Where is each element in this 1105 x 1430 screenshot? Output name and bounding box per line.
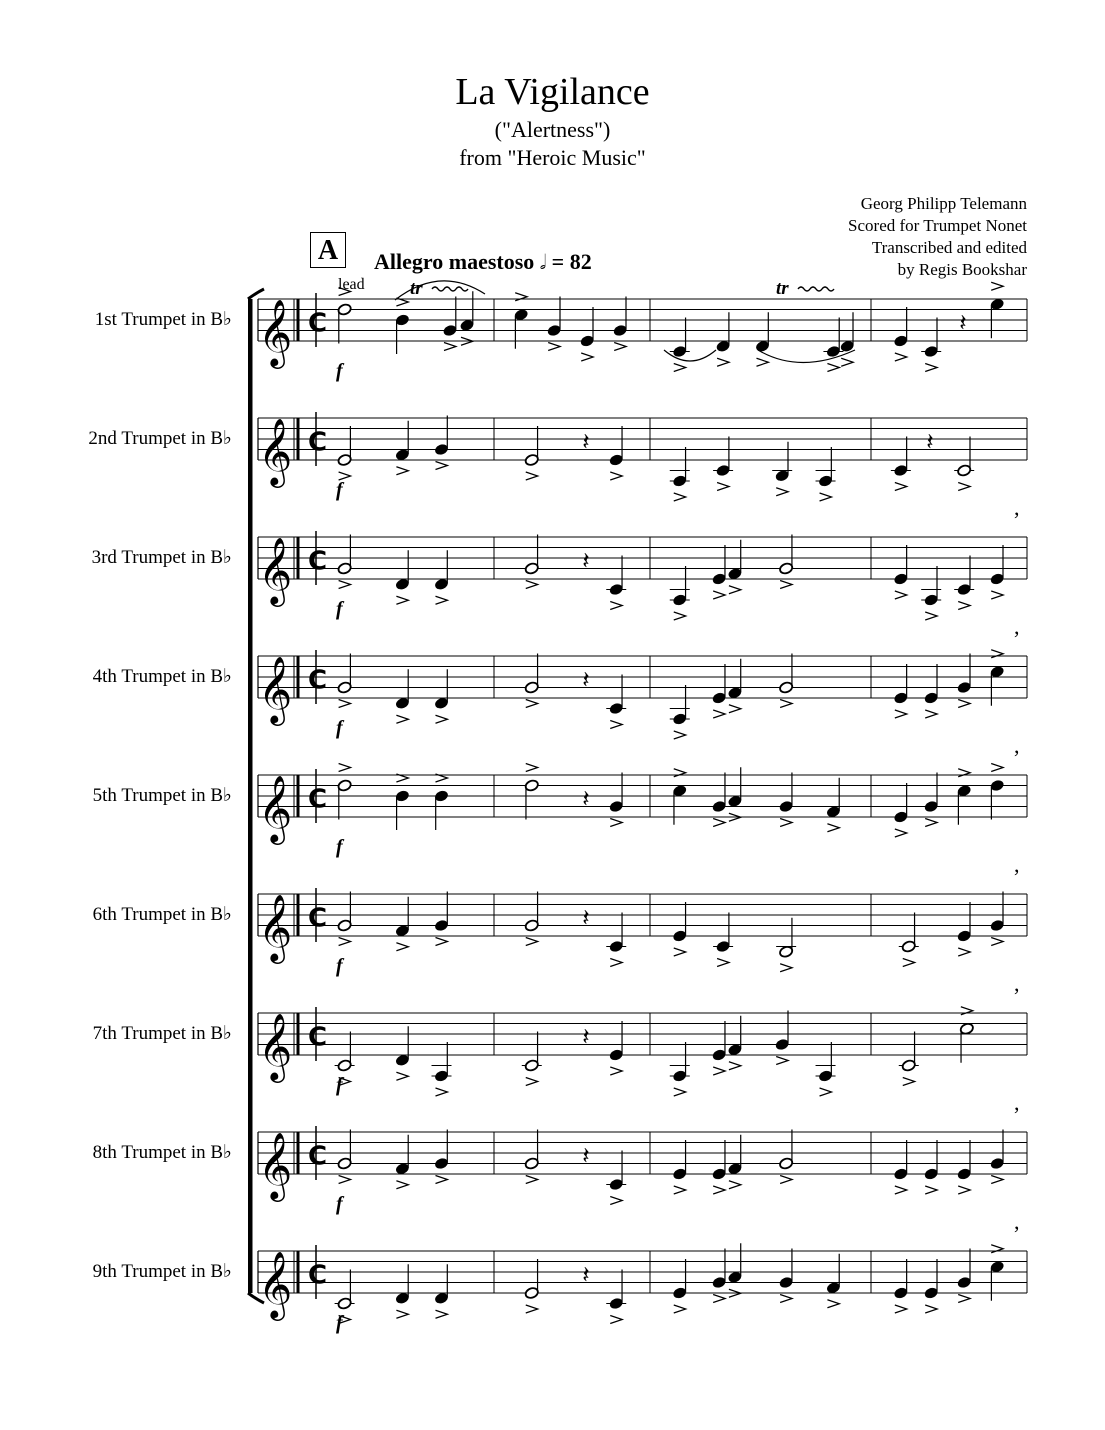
- accent-mark: [339, 1176, 351, 1184]
- breath-mark: ,: [1014, 733, 1020, 758]
- accent-mark: [339, 288, 351, 296]
- accent-mark: [729, 1181, 741, 1189]
- time-signature: C: [308, 1260, 328, 1291]
- instrument-label: 7th Trumpet in B♭: [92, 1023, 232, 1044]
- accent-mark: [895, 829, 907, 837]
- accent-mark: [991, 1176, 1003, 1184]
- accent-mark: [614, 343, 626, 351]
- accent-mark: [526, 581, 538, 589]
- accent-mark: [827, 364, 839, 372]
- accent-mark: [436, 938, 448, 946]
- accent-mark: [991, 764, 1003, 772]
- staff-7: [258, 971, 1027, 1096]
- quarter-rest: 𝄽: [582, 1260, 590, 1289]
- accent-mark: [827, 824, 839, 832]
- accent-mark: [339, 700, 351, 708]
- accent-mark: [674, 1305, 686, 1313]
- instrument-label: 8th Trumpet in B♭: [92, 1142, 232, 1163]
- accent-mark: [526, 472, 538, 480]
- accent-mark: [820, 1088, 832, 1096]
- dynamic-marking: f: [336, 717, 343, 739]
- quarter-rest: 𝄽: [959, 308, 967, 337]
- accent-mark: [713, 710, 725, 718]
- accent-mark: [713, 1295, 725, 1303]
- breath-mark: ,: [1014, 614, 1020, 639]
- treble-clef-icon: 𝄞: [258, 893, 293, 961]
- accent-mark: [526, 938, 538, 946]
- accent-mark: [610, 602, 622, 610]
- accent-mark: [526, 1176, 538, 1184]
- accent-mark: [339, 764, 351, 772]
- accent-mark: [610, 1316, 622, 1324]
- accent-mark: [610, 819, 622, 827]
- breath-mark: ,: [1014, 971, 1020, 996]
- instrument-label: 6th Trumpet in B♭: [92, 904, 232, 925]
- breath-mark: ,: [1014, 1090, 1020, 1115]
- accent-mark: [610, 959, 622, 967]
- dynamic-marking: f: [336, 479, 343, 501]
- trill-wavy-line: [432, 287, 468, 291]
- tempo-note-icon: 𝅗𝅥: [539, 250, 547, 274]
- treble-clef-icon: 𝄞: [258, 417, 293, 485]
- accent-mark: [827, 1300, 839, 1308]
- accent-mark: [841, 358, 853, 366]
- dynamic-marking: f: [336, 598, 343, 620]
- accent-mark: [515, 293, 527, 301]
- accent-mark: [729, 586, 741, 594]
- accent-mark: [526, 1305, 538, 1313]
- arranger-line-1: Transcribed and edited: [871, 238, 1027, 257]
- accent-mark: [436, 1176, 448, 1184]
- accent-mark: [780, 581, 792, 589]
- accent-mark: [895, 591, 907, 599]
- accent-mark: [436, 1088, 448, 1096]
- instrument-label: 4th Trumpet in B♭: [92, 666, 232, 687]
- dynamic-marking: f: [336, 1193, 343, 1215]
- accent-mark: [436, 1310, 448, 1318]
- accent-mark: [757, 358, 769, 366]
- staff-5: [258, 733, 1027, 858]
- accent-mark: [674, 1186, 686, 1194]
- accent-mark: [674, 612, 686, 620]
- accent-mark: [780, 1295, 792, 1303]
- treble-clef-icon: 𝄞: [258, 298, 293, 366]
- accent-mark: [925, 819, 937, 827]
- dynamic-marking: f: [336, 1074, 343, 1096]
- accent-mark: [396, 596, 408, 604]
- accent-mark: [396, 1181, 408, 1189]
- time-signature: C: [308, 665, 328, 696]
- accent-mark: [339, 938, 351, 946]
- staff-8: [258, 1090, 1027, 1215]
- accent-mark: [396, 715, 408, 723]
- accent-mark: [674, 769, 686, 777]
- time-signature: C: [308, 1141, 328, 1172]
- tempo-value: = 82: [551, 249, 592, 274]
- treble-clef-icon: 𝄞: [258, 655, 293, 723]
- time-signature: C: [308, 546, 328, 577]
- accent-mark: [895, 1186, 907, 1194]
- accent-mark: [610, 721, 622, 729]
- accent-mark: [958, 948, 970, 956]
- quarter-rest: 𝄽: [582, 1022, 590, 1051]
- accent-mark: [895, 710, 907, 718]
- accent-mark: [674, 493, 686, 501]
- accent-mark: [991, 282, 1003, 290]
- accent-mark: [925, 612, 937, 620]
- composer: Georg Philipp Telemann: [860, 194, 1027, 213]
- rehearsal-mark: A: [310, 232, 346, 268]
- dynamic-marking: f: [336, 360, 343, 382]
- accent-mark: [436, 596, 448, 604]
- accent-mark: [895, 1305, 907, 1313]
- accent-mark: [991, 591, 1003, 599]
- source-line: from "Heroic Music": [459, 145, 646, 170]
- accent-mark: [903, 959, 915, 967]
- accent-mark: [925, 1305, 937, 1313]
- trill-mark: tr: [776, 278, 789, 299]
- accent-mark: [925, 364, 937, 372]
- breath-mark: ,: [1014, 495, 1020, 520]
- tempo-text: Allegro maestoso: [374, 249, 535, 274]
- dynamic-marking: f: [336, 1312, 343, 1334]
- accent-mark: [610, 1197, 622, 1205]
- breath-mark: ,: [1014, 1209, 1020, 1234]
- accent-mark: [713, 591, 725, 599]
- page-subtitle: ("Alertness"): [494, 117, 611, 142]
- accent-mark: [610, 472, 622, 480]
- staff-6: [258, 852, 1027, 977]
- time-signature: C: [308, 308, 328, 339]
- accent-mark: [396, 467, 408, 475]
- dynamic-marking: f: [336, 836, 343, 858]
- accent-mark: [776, 1057, 788, 1065]
- time-signature: C: [308, 784, 328, 815]
- accent-mark: [895, 353, 907, 361]
- instrument-label: 3rd Trumpet in B♭: [91, 547, 232, 568]
- accent-mark: [958, 483, 970, 491]
- dynamic-marking: f: [336, 955, 343, 977]
- accent-mark: [958, 1186, 970, 1194]
- accent-mark: [674, 731, 686, 739]
- accent-mark: [526, 764, 538, 772]
- accent-mark: [991, 938, 1003, 946]
- accent-mark: [991, 650, 1003, 658]
- treble-clef-icon: 𝄞: [258, 1012, 293, 1080]
- scoring: Scored for Trumpet Nonet: [848, 216, 1027, 235]
- accent-mark: [729, 705, 741, 713]
- treble-clef-icon: 𝄞: [258, 774, 293, 842]
- page-title: La Vigilance: [455, 71, 650, 113]
- accent-mark: [729, 1062, 741, 1070]
- quarter-rest: 𝄽: [582, 903, 590, 932]
- treble-clef-icon: 𝄞: [258, 1250, 293, 1318]
- accent-mark: [526, 1078, 538, 1086]
- trill-mark: tr: [410, 278, 423, 299]
- accent-mark: [339, 581, 351, 589]
- accent-mark: [713, 1067, 725, 1075]
- accent-mark: [776, 488, 788, 496]
- accent-mark: [436, 462, 448, 470]
- instrument-label: 5th Trumpet in B♭: [92, 785, 232, 806]
- quarter-rest: 𝄽: [582, 546, 590, 575]
- accent-mark: [961, 1007, 973, 1015]
- staff-2: [258, 412, 1027, 501]
- accent-mark: [925, 1186, 937, 1194]
- accent-mark: [444, 343, 456, 351]
- quarter-rest: 𝄽: [582, 427, 590, 456]
- instrument-label: 2nd Trumpet in B♭: [88, 428, 232, 449]
- time-signature: C: [308, 427, 328, 458]
- staff-3: [258, 495, 1027, 620]
- accent-mark: [717, 483, 729, 491]
- accent-mark: [991, 1245, 1003, 1253]
- accent-mark: [610, 1067, 622, 1075]
- accent-mark: [717, 358, 729, 366]
- quarter-rest: 𝄽: [582, 1141, 590, 1170]
- accent-mark: [780, 1176, 792, 1184]
- accent-mark: [396, 1310, 408, 1318]
- accent-mark: [780, 964, 792, 972]
- accent-mark: [958, 602, 970, 610]
- staff-9: [258, 1209, 1027, 1334]
- treble-clef-icon: 𝄞: [258, 1131, 293, 1199]
- accent-mark: [713, 819, 725, 827]
- staff-1: [258, 282, 1027, 382]
- quarter-rest: 𝄽: [926, 427, 934, 456]
- instrument-label: 1st Trumpet in B♭: [94, 309, 232, 330]
- treble-clef-icon: 𝄞: [258, 536, 293, 604]
- accent-mark: [717, 959, 729, 967]
- accent-mark: [674, 364, 686, 372]
- accent-mark: [396, 1072, 408, 1080]
- accent-mark: [526, 700, 538, 708]
- quarter-rest: 𝄽: [582, 784, 590, 813]
- accent-mark: [674, 948, 686, 956]
- accent-mark: [436, 715, 448, 723]
- trill-wavy-line: [798, 287, 834, 291]
- accent-mark: [903, 1078, 915, 1086]
- time-signature: C: [308, 1022, 328, 1053]
- accent-mark: [820, 493, 832, 501]
- accent-mark: [958, 700, 970, 708]
- breath-mark: ,: [1014, 852, 1020, 877]
- accent-mark: [396, 943, 408, 951]
- arranger-line-2: by Regis Bookshar: [897, 260, 1027, 279]
- instrument-label: 9th Trumpet in B♭: [92, 1261, 232, 1282]
- accent-mark: [674, 1088, 686, 1096]
- system-bracket: [248, 299, 253, 1293]
- accent-mark: [958, 1295, 970, 1303]
- accent-mark: [958, 769, 970, 777]
- accent-mark: [780, 819, 792, 827]
- accent-mark: [925, 710, 937, 718]
- quarter-rest: 𝄽: [582, 665, 590, 694]
- lead-annotation: lead: [338, 276, 365, 293]
- accent-mark: [895, 483, 907, 491]
- accent-mark: [548, 343, 560, 351]
- accent-mark: [713, 1186, 725, 1194]
- staff-4: [258, 614, 1027, 739]
- time-signature: C: [308, 903, 328, 934]
- accent-mark: [780, 700, 792, 708]
- accent-mark: [581, 353, 593, 361]
